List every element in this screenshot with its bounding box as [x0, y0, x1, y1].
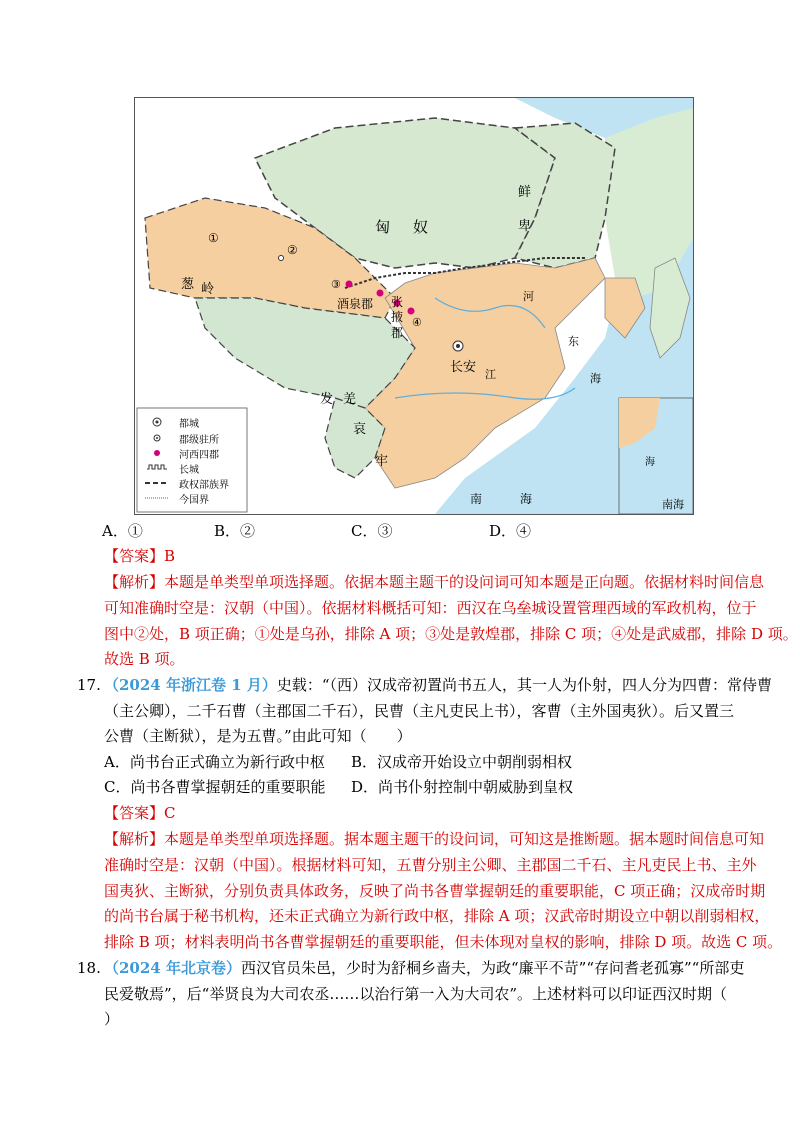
label-qiang-2: 发: [320, 392, 334, 407]
label-xiongnu-1: 匈: [375, 218, 391, 236]
q18-number: 18.: [77, 959, 101, 977]
legend-label-wall: 长城: [179, 465, 199, 476]
q18-stem-line: 民爱敬焉”，后“举贤良为大司农丞……以治行第一入为大司农”。上述材料可以印证西汉时期（: [104, 985, 728, 1003]
q17-stem-line: （主公卿），二千石曹（主郡国二千石），民曹（主凡吏民上书），客曹（主外国夷狄）。后又置三: [104, 702, 735, 720]
label-hai2: 海: [520, 492, 533, 506]
q18-stem-line: ）: [104, 1010, 120, 1028]
q16-analysis-line: 【解析】本题是单类型单项选择题。依据本题主题干的设问词可知本题是正向题。依据材料时间信息: [104, 573, 765, 591]
label-zhangye-3: 郡: [391, 326, 404, 340]
q17-option-b: B．汉成帝开始设立中朝削弱相权: [351, 753, 573, 771]
q17-answer: 【答案】C: [104, 804, 176, 822]
q16-analysis-line: 图中②处，B 项正确；①处是乌孙，排除 A 项；③处是敦煌郡，排除 C 项；④处是武威郡，排除 D 项。: [104, 625, 798, 643]
marker-4: ④: [412, 316, 422, 329]
q17-option-c: C．尚书各曹掌握朝廷的重要职能: [104, 778, 326, 796]
q17-analysis-line: 的尚书台属于秘书机构，还未正式确立为新行政中枢，排除 A 项；汉武帝时期设立中朝以削弱相权，: [104, 907, 770, 925]
legend-label-commandery: 郡级驻所: [179, 435, 219, 446]
legend-label-capital: 都城: [179, 419, 199, 430]
label-congling-1: 葱: [181, 277, 195, 292]
q16-option-d: D．④: [489, 522, 532, 540]
q16-option-a: A．①: [102, 522, 143, 540]
historical-map: [134, 97, 694, 515]
q17-stem-first: [104, 675, 772, 695]
label-jiang: 江: [485, 368, 496, 381]
label-nan: 南: [470, 492, 483, 506]
label-nanhai-inset: 南海: [662, 498, 684, 511]
marker-2: ②: [287, 243, 298, 257]
marker-3: ③: [331, 278, 341, 291]
label-he: 河: [523, 290, 534, 303]
q18-source: （2024 年北京卷）: [104, 959, 241, 977]
label-dong: 东: [568, 335, 579, 348]
label-hai: 海: [590, 372, 601, 385]
label-xianbei-1: 鲜: [518, 185, 532, 200]
q17-option-a: A．尚书台正式确立为新行政中枢: [104, 753, 325, 771]
q16-analysis-line: 可知准确时空是：汉朝（中国）。依据材料概括可知：西汉在乌垒城设置管理西域的军政机构，位于: [104, 599, 757, 617]
label-zhangye-1: 张: [391, 295, 404, 309]
label-qiang-1: 羌: [343, 392, 357, 407]
q16-answer: 【答案】B: [104, 547, 176, 565]
label-zhangye-2: 掖: [391, 310, 404, 324]
q17-source: （2024 年浙江卷 1 月）: [104, 676, 277, 694]
label-ailao-1: 哀: [353, 422, 367, 437]
legend-label-boundary: 政权部族界: [179, 480, 229, 491]
q17-number: 17.: [77, 676, 101, 694]
label-congling-2: 岭: [201, 282, 215, 297]
q17-analysis-line: 准确时空是：汉朝（中国）。根据材料可知，五曹分别主公卿、主郡国二千石、主凡吏民上书、主外: [104, 856, 757, 874]
q16-option-b: B．②: [214, 522, 256, 540]
label-xianbei-2: 卑: [518, 219, 532, 234]
label-xiongnu-2: 奴: [413, 218, 429, 236]
q17-stem-line: 公曹（主断狱），是为五曹。”由此可知（ ）: [104, 727, 412, 745]
q17-stem-line: 史载：“（西）汉成帝初置尚书五人，其一人为仆射，四人分为四曹：常侍曹: [276, 676, 773, 694]
q16-option-c: C．③: [351, 522, 393, 540]
q16-analysis-line: 故选 B 项。: [104, 650, 185, 668]
q17-analysis-line: 国夷狄、主断狱，分别负责具体政务，反映了尚书各曹掌握朝廷的重要职能，C 项正确；汉成帝时期: [104, 882, 766, 900]
label-hai3: 海: [645, 457, 655, 468]
legend-label-hexi: 河西四郡: [179, 450, 219, 461]
q17-option-d: D．尚书仆射控制中朝威胁到皇权: [351, 778, 574, 796]
legend-label-modern-border: 今国界: [179, 495, 209, 506]
q17-analysis-line: 排除 B 项；材料表明尚书各曹掌握朝廷的重要职能，但未体现对皇权的影响，排除 D 项。故选 C 项。: [104, 933, 783, 951]
q18-stem-line: 西汉官员朱邑，少时为舒桐乡啬夫，为政“廉平不苛”“存问耆老孤寡”“所部吏: [240, 959, 745, 977]
marker-1: ①: [208, 231, 219, 245]
q18-stem-first: [104, 958, 744, 978]
q17-analysis-line: 【解析】本题是单类型单项选择题。据本题主题干的设问词，可知这是推断题。据本题时间信息可知: [104, 830, 765, 848]
label-changan: 长安: [450, 360, 477, 375]
label-ailao-2: 牢: [375, 454, 389, 469]
label-jiuquan: 酒泉郡: [337, 297, 374, 311]
